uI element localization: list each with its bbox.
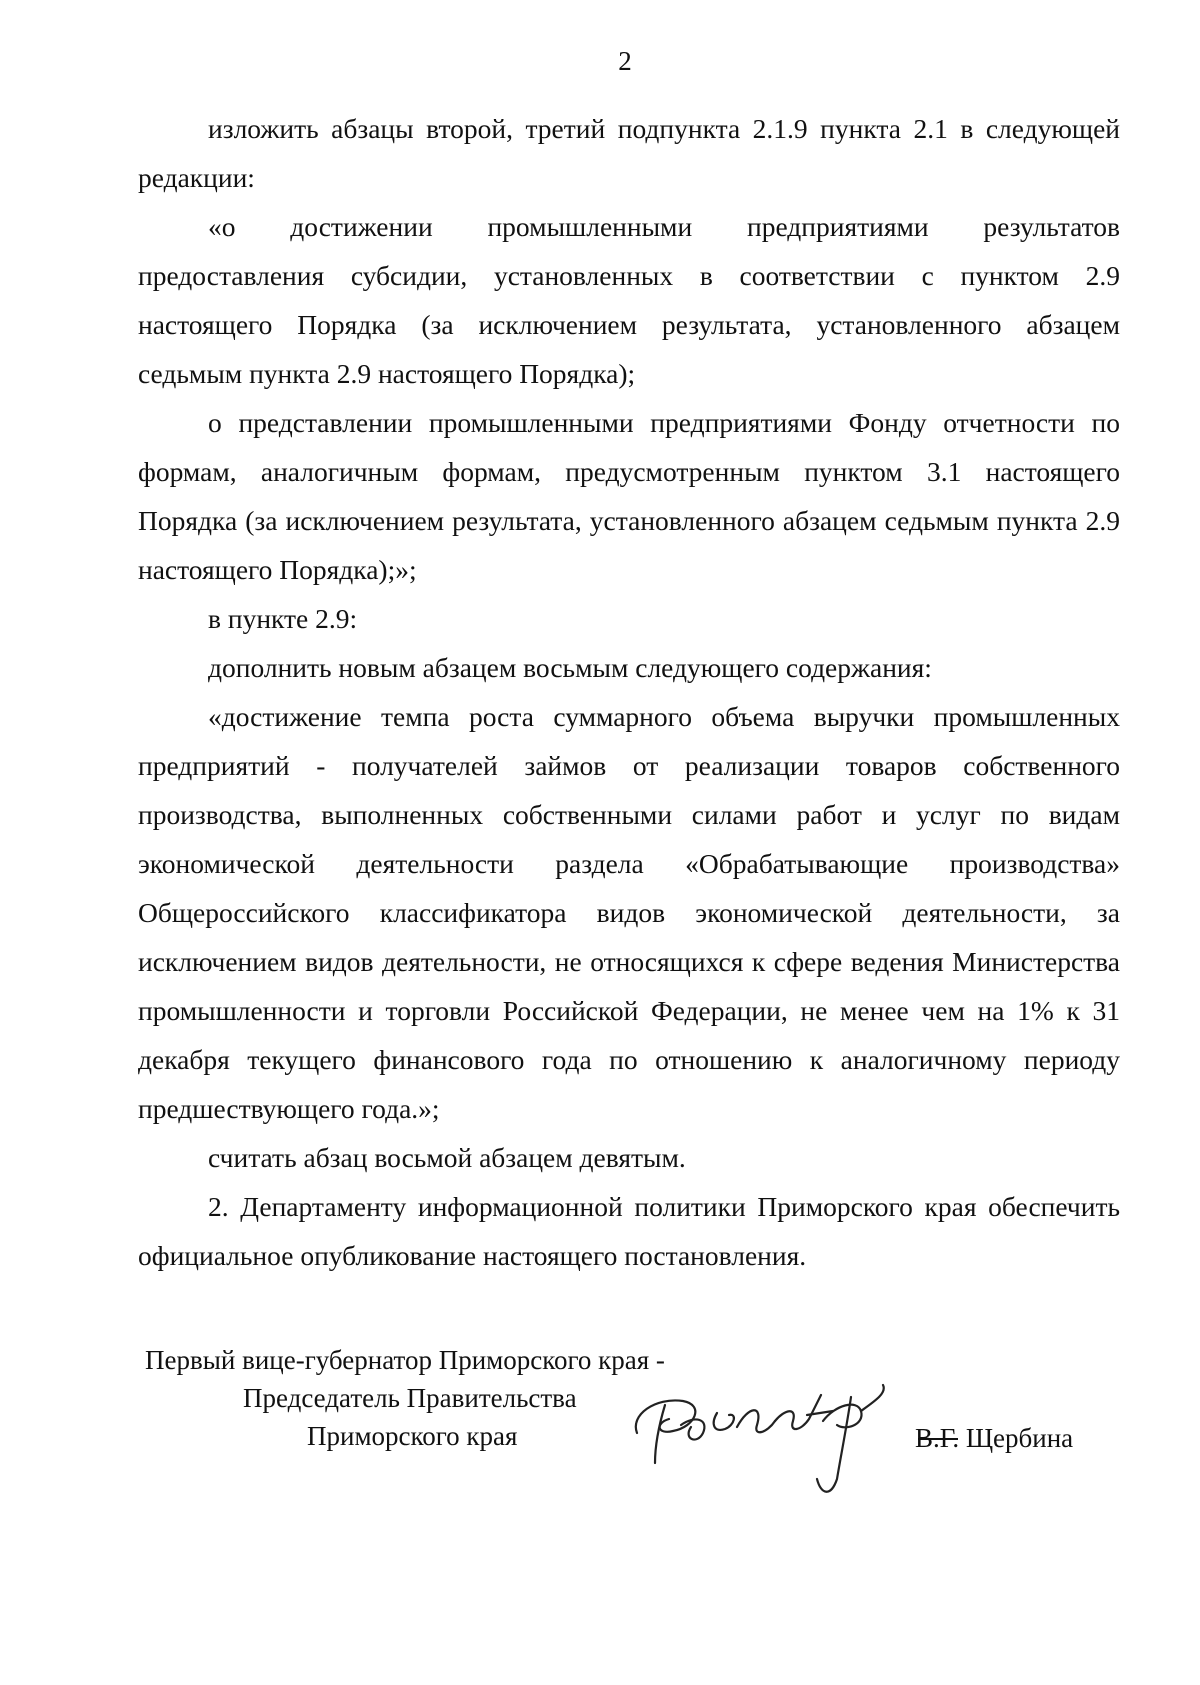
paragraph-7: считать абзац восьмой абзацем девятым. bbox=[208, 1142, 686, 1173]
paragraph-8: 2. Департаменту информационной политики Приморского края обеспечить официальное опубликование настоящего постановления. bbox=[138, 1191, 1120, 1271]
signer-position-line-3: Приморского края bbox=[307, 1421, 518, 1451]
paragraph-1: изложить абзацы второй, третий подпункта 2.1.9 пункта 2.1 в следующей редакции: bbox=[138, 113, 1120, 193]
paragraph-4: в пункте 2.9: bbox=[208, 603, 358, 634]
page-number: 2 bbox=[618, 46, 632, 76]
signer-position-line-2: Председатель Правительства bbox=[243, 1383, 577, 1413]
handwritten-signature bbox=[625, 1375, 925, 1505]
signer-name: В.Г. Щербина bbox=[915, 1423, 1074, 1453]
paragraph-3: о представлении промышленными предприятиями Фонду отчетности по формам, аналогичным формам, предусмотренным пунктом 3.1 настоящего Порядка (за исключением результата, установленного абзацем седьмым пункта 2.9 настоящего Порядка);»; bbox=[138, 407, 1120, 585]
signature-block bbox=[0, 1345, 1200, 1505]
paragraph-6: «достижение темпа роста суммарного объема выручки промышленных предприятий - получателей займов от реализации товаров собственного производства, выполненных собственными силами работ и услуг по видам экономической деятельности раздела «Обрабатывающие производства» Общероссийского классификатора видов экономической деятельности, за исключением видов деятельности, не относящихся к сфере ведения Министерства промышленности и торговли Российской Федерации, не менее чем на 1% к 31 декабря текущего финансового года по отношению к аналогичному периоду предшествующего года.»; bbox=[138, 701, 1120, 1124]
paragraph-5: дополнить новым абзацем восьмым следующего содержания: bbox=[208, 652, 932, 683]
paragraph-2: «о достижении промышленными предприятиями результатов предоставления субсидии, установленных в соответствии с пунктом 2.9 настоящего Порядка (за исключением результата, установленного абзацем седьмым пункта 2.9 настоящего Порядка); bbox=[138, 211, 1120, 389]
document-body bbox=[138, 104, 1120, 1280]
signer-position-line-1: Первый вице-губернатор Приморского края - bbox=[145, 1345, 665, 1375]
